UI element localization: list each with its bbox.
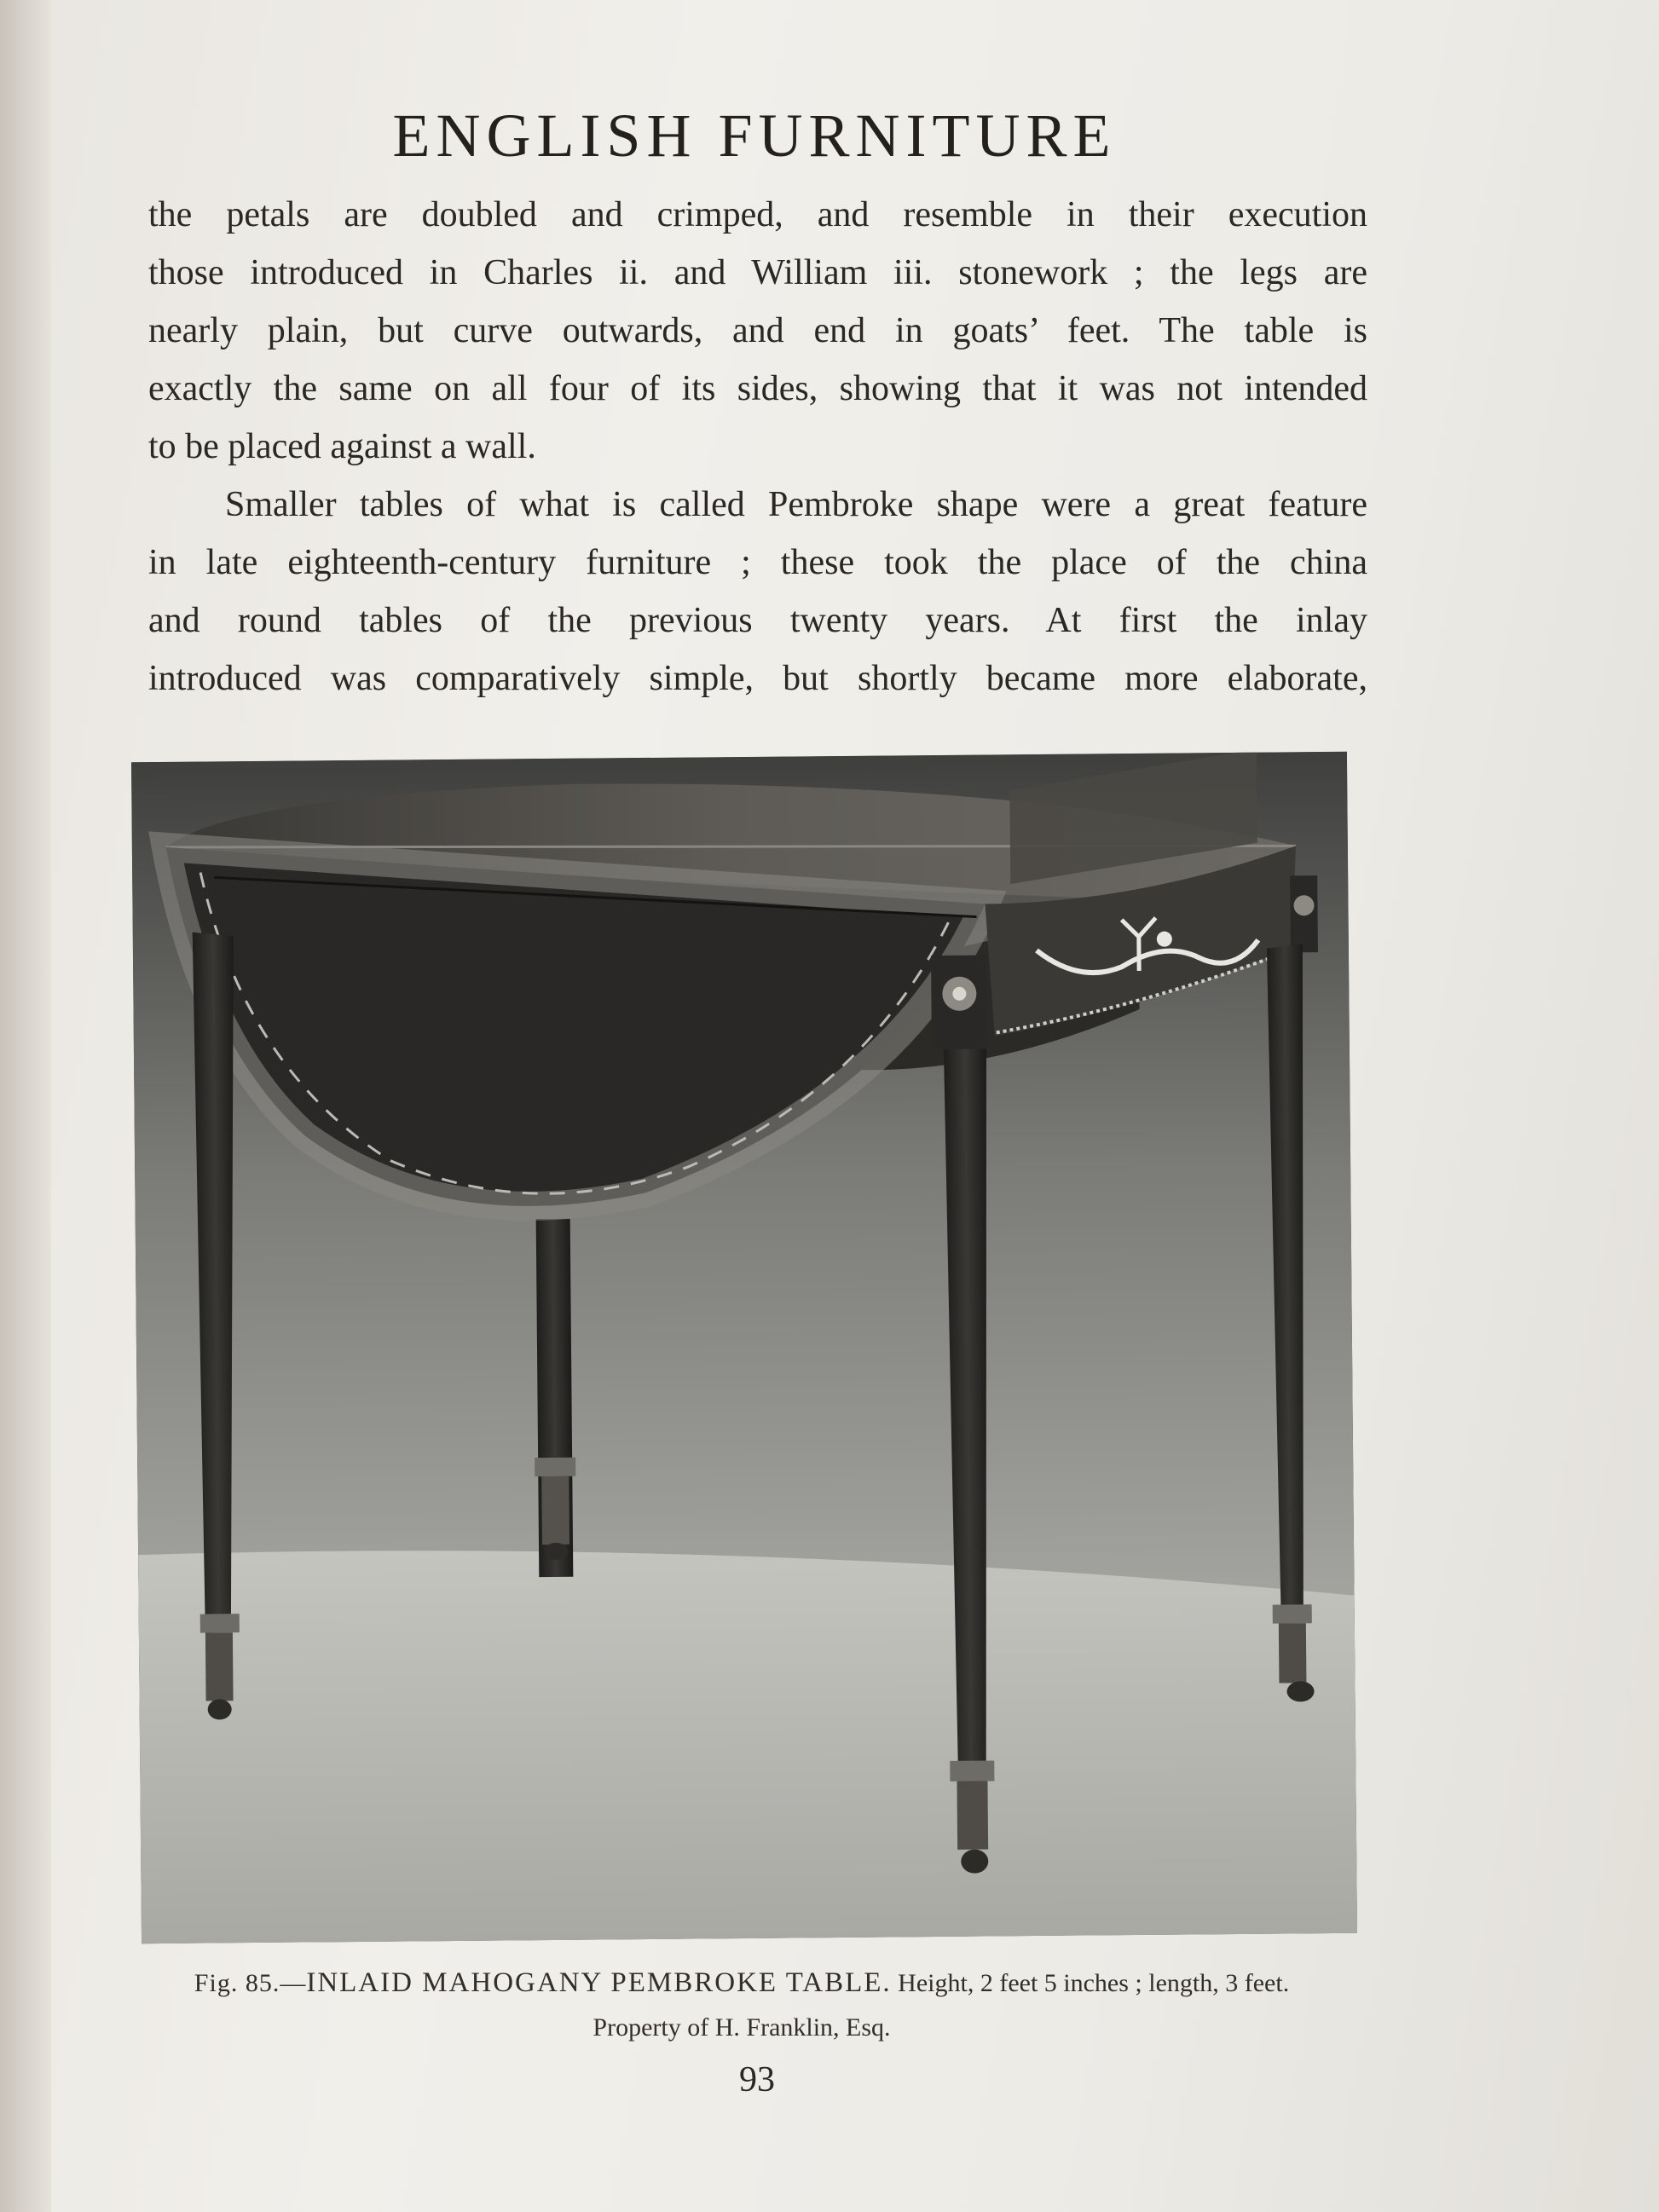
pembroke-table-illustration	[131, 752, 1357, 1943]
text-line: Smaller tables of what is called Pembroke shape were a great feature	[225, 485, 1367, 524]
figure-title: INLAID MAHOGANY PEMBROKE TABLE.	[306, 1967, 892, 1998]
text-line: in late eighteenth-century furniture ; these took the place of the china	[148, 543, 1367, 582]
page-number: 93	[739, 2060, 775, 2099]
text-line: introduced was comparatively simple, but shortly became more elaborate,	[148, 659, 1367, 698]
text-line: those introduced in Charles ii. and William iii. stonework ; the legs are	[148, 253, 1367, 292]
figure-caption	[128, 1961, 1356, 2050]
text-line: nearly plain, but curve outwards, and end in goats’ feet. The table is	[148, 311, 1367, 350]
page-gutter-shadow	[0, 0, 51, 2212]
text-line: and round tables of the previous twenty years. At first the inlay	[148, 601, 1367, 640]
text-line: the petals are doubled and crimped, and resemble in their execution	[148, 195, 1367, 234]
figure-photograph	[131, 752, 1357, 1943]
figure-dimensions: Height, 2 feet 5 inches ; length, 3 feet.	[898, 1969, 1290, 1997]
figure-credit: Property of H. Franklin, Esq.	[592, 2013, 891, 2042]
text-line: to be placed against a wall.	[148, 427, 536, 466]
figure-number: Fig. 85.—	[194, 1969, 307, 1997]
body-text	[148, 186, 1367, 707]
running-head: ENGLISH FURNITURE	[392, 101, 1117, 170]
text-line: exactly the same on all four of its sides, showing that it was not intended	[148, 369, 1367, 408]
caption-line-1	[128, 1961, 1356, 2006]
